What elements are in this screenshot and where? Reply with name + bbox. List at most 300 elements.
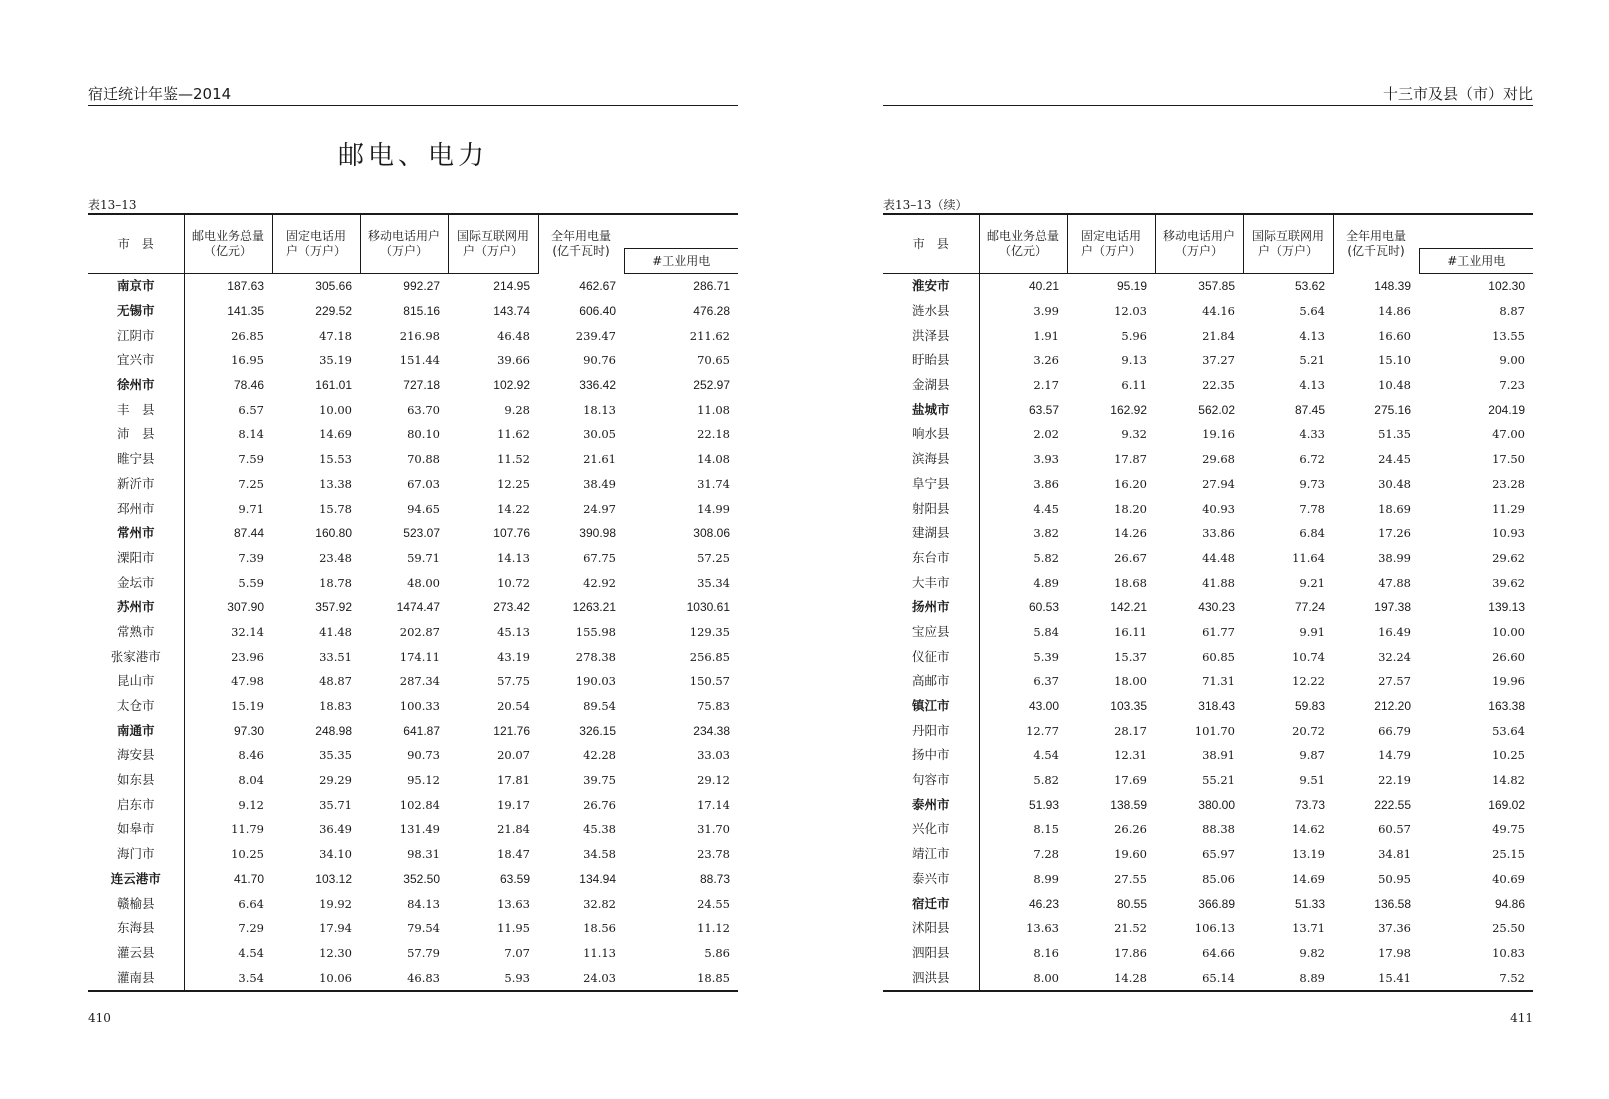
value-cell: 57.25 (697, 550, 730, 565)
value-cell: 5.59 (238, 575, 264, 590)
value-cell: 27.94 (1202, 476, 1235, 491)
value-cell: 84.13 (407, 896, 440, 911)
table-row (88, 792, 738, 817)
table-row (883, 546, 1533, 571)
value-cell: 28.17 (1114, 723, 1147, 738)
value-cell: 15.53 (319, 452, 352, 467)
value-cell: 11.13 (583, 945, 616, 960)
value-cell: 25.15 (1492, 847, 1525, 862)
table-row (88, 842, 738, 867)
value-cell: 10.25 (231, 847, 264, 862)
value-cell: 26.67 (1114, 550, 1147, 565)
value-cell: 17.98 (1378, 945, 1411, 960)
table-row (88, 422, 738, 447)
region-name: 南京市 (88, 274, 184, 299)
value-cell: 51.35 (1378, 427, 1411, 442)
value-cell: 9.12 (238, 797, 264, 812)
value-cell: 234.38 (693, 723, 730, 738)
value-cell: 51.93 (1028, 797, 1059, 812)
value-cell: 14.86 (1378, 304, 1411, 319)
value-cell: 80.55 (1116, 896, 1147, 911)
value-cell: 10.00 (319, 402, 352, 417)
table-row (88, 595, 738, 620)
value-cell: 107.76 (493, 526, 530, 541)
value-cell: 18.47 (497, 847, 530, 862)
value-cell: 139.13 (1488, 600, 1525, 615)
value-cell: 3.93 (1033, 452, 1059, 467)
header-industrial: #工业用电 (624, 249, 738, 274)
value-cell: 136.58 (1374, 896, 1411, 911)
value-cell: 80.10 (407, 427, 440, 442)
value-cell: 60.85 (1202, 649, 1235, 664)
value-cell: 174.11 (399, 649, 440, 664)
region-name: 丹阳市 (883, 718, 979, 743)
header-region: 市 县 (88, 214, 184, 274)
value-cell: 9.28 (504, 402, 530, 417)
table-row (883, 718, 1533, 743)
value-cell: 70.65 (697, 353, 730, 368)
value-cell: 326.15 (579, 723, 616, 738)
region-name: 太仓市 (88, 694, 184, 719)
value-cell: 47.98 (231, 674, 264, 689)
header-mobile: 移动电话用户 （万户） (1155, 214, 1243, 274)
value-cell: 169.02 (1488, 797, 1525, 812)
value-cell: 49.75 (1492, 822, 1525, 837)
table-row (88, 669, 738, 694)
value-cell: 13.63 (497, 896, 530, 911)
value-cell: 3.86 (1033, 476, 1059, 491)
table-row (883, 570, 1533, 595)
value-cell: 23.96 (231, 649, 264, 664)
table-row (88, 521, 738, 546)
value-cell: 95.12 (407, 773, 440, 788)
value-cell: 14.13 (497, 550, 530, 565)
region-name: 东海县 (88, 916, 184, 941)
region-name: 宝应县 (883, 620, 979, 645)
value-cell: 12.77 (1026, 723, 1059, 738)
value-cell: 523.07 (403, 526, 440, 541)
value-cell: 143.74 (493, 304, 530, 319)
value-cell: 8.16 (1033, 945, 1059, 960)
value-cell: 63.70 (407, 402, 440, 417)
value-cell: 134.94 (579, 871, 616, 886)
region-name: 高邮市 (883, 669, 979, 694)
value-cell: 357.92 (315, 600, 352, 615)
region-name: 新沂市 (88, 472, 184, 497)
value-cell: 60.53 (1028, 600, 1059, 615)
value-cell: 4.54 (238, 945, 264, 960)
value-cell: 18.69 (1378, 501, 1411, 516)
region-name: 沭阳县 (883, 916, 979, 941)
region-name: 宜兴市 (88, 348, 184, 373)
value-cell: 17.14 (697, 797, 730, 812)
value-cell: 18.00 (1114, 674, 1147, 689)
value-cell: 8.99 (1033, 871, 1059, 886)
running-head: 十三市及县（市）对比 (883, 85, 1533, 106)
value-cell: 18.83 (319, 699, 352, 714)
table-row (883, 348, 1533, 373)
value-cell: 641.87 (403, 723, 440, 738)
value-cell: 14.26 (1114, 526, 1147, 541)
value-cell: 40.21 (1028, 279, 1059, 294)
value-cell: 37.36 (1378, 921, 1411, 936)
table-row (883, 916, 1533, 941)
value-cell: 27.55 (1114, 871, 1147, 886)
table-row (88, 620, 738, 645)
table-row (88, 644, 738, 669)
value-cell: 4.54 (1033, 748, 1059, 763)
value-cell: 204.19 (1488, 402, 1525, 417)
region-name: 靖江市 (883, 842, 979, 867)
value-cell: 8.46 (238, 748, 264, 763)
value-cell: 9.73 (1299, 476, 1325, 491)
region-name: 大丰市 (883, 570, 979, 595)
value-cell: 10.25 (1492, 748, 1525, 763)
table-row (883, 595, 1533, 620)
value-cell: 24.45 (1378, 452, 1411, 467)
value-cell: 163.38 (1488, 699, 1525, 714)
value-cell: 41.48 (319, 624, 352, 639)
value-cell: 148.39 (1374, 279, 1411, 294)
value-cell: 155.98 (575, 624, 616, 639)
value-cell: 26.85 (231, 328, 264, 343)
region-name: 射阳县 (883, 496, 979, 521)
value-cell: 32.24 (1378, 649, 1411, 664)
value-cell: 100.33 (399, 699, 440, 714)
value-cell: 239.47 (575, 328, 616, 343)
value-cell: 3.99 (1033, 304, 1059, 319)
value-cell: 18.20 (1114, 501, 1147, 516)
value-cell: 11.64 (1292, 550, 1325, 565)
value-cell: 142.21 (1110, 600, 1147, 615)
region-name: 昆山市 (88, 669, 184, 694)
region-name: 泰州市 (883, 792, 979, 817)
value-cell: 8.00 (979, 965, 1067, 991)
value-cell: 10.93 (1492, 526, 1525, 541)
region-name: 连云港市 (88, 867, 184, 892)
region-name: 滨海县 (883, 447, 979, 472)
value-cell: 39.66 (497, 353, 530, 368)
value-cell: 19.17 (497, 797, 530, 812)
value-cell: 11.08 (697, 402, 730, 417)
value-cell: 12.25 (497, 476, 530, 491)
header-electricity-top (1419, 214, 1533, 249)
header-postal: 邮电业务总量 （亿元） (979, 214, 1067, 274)
value-cell: 4.13 (1299, 378, 1325, 393)
value-cell: 26.60 (1492, 649, 1525, 664)
value-cell: 138.59 (1110, 797, 1147, 812)
value-cell: 102.84 (399, 797, 440, 812)
value-cell: 16.95 (231, 353, 264, 368)
value-cell: 214.95 (493, 279, 530, 294)
value-cell: 70.88 (407, 452, 440, 467)
table-row (88, 397, 738, 422)
value-cell: 103.12 (315, 871, 352, 886)
region-name: 建湖县 (883, 521, 979, 546)
region-name: 如东县 (88, 768, 184, 793)
header-electricity: 全年用电量 (亿千瓦时) (1333, 214, 1419, 274)
region-name: 洪泽县 (883, 323, 979, 348)
value-cell: 63.57 (1028, 402, 1059, 417)
value-cell: 20.54 (497, 699, 530, 714)
table-row (883, 447, 1533, 472)
value-cell: 23.28 (1492, 476, 1525, 491)
value-cell: 50.95 (1378, 871, 1411, 886)
value-cell: 352.50 (403, 871, 440, 886)
table-row (88, 472, 738, 497)
value-cell: 9.87 (1299, 748, 1325, 763)
value-cell: 21.84 (497, 822, 530, 837)
data-table (88, 213, 738, 992)
table-row (883, 373, 1533, 398)
table-row (88, 891, 738, 916)
value-cell: 57.75 (497, 674, 530, 689)
value-cell: 160.80 (315, 526, 352, 541)
value-cell: 37.27 (1202, 353, 1235, 368)
value-cell: 305.66 (315, 279, 352, 294)
value-cell: 13.63 (1026, 921, 1059, 936)
value-cell: 34.58 (583, 847, 616, 862)
region-name: 溧阳市 (88, 546, 184, 571)
value-cell: 5.64 (1299, 304, 1325, 319)
table-row (883, 817, 1533, 842)
value-cell: 7.52 (1419, 965, 1533, 991)
value-cell: 47.18 (319, 328, 352, 343)
value-cell: 61.77 (1202, 624, 1235, 639)
value-cell: 19.96 (1492, 674, 1525, 689)
region-name: 盐城市 (883, 397, 979, 422)
value-cell: 13.19 (1292, 847, 1325, 862)
region-name: 无锡市 (88, 299, 184, 324)
value-cell: 48.87 (319, 674, 352, 689)
value-cell: 34.81 (1378, 847, 1411, 862)
value-cell: 44.16 (1202, 304, 1235, 319)
value-cell: 5.96 (1121, 328, 1147, 343)
region-name: 赣榆县 (88, 891, 184, 916)
region-name: 盱眙县 (883, 348, 979, 373)
value-cell: 41.88 (1202, 575, 1235, 590)
value-cell: 7.25 (238, 476, 264, 491)
value-cell: 8.04 (238, 773, 264, 788)
value-cell: 6.64 (238, 896, 264, 911)
value-cell: 273.42 (493, 600, 530, 615)
value-cell: 12.22 (1292, 674, 1325, 689)
value-cell: 562.02 (1198, 402, 1235, 417)
region-name: 东台市 (883, 546, 979, 571)
value-cell: 9.32 (1121, 427, 1147, 442)
value-cell: 1030.61 (686, 600, 730, 615)
value-cell: 85.06 (1202, 871, 1235, 886)
table-label: 表13–13（续） (883, 198, 968, 212)
value-cell: 318.43 (1198, 699, 1235, 714)
table-row (88, 768, 738, 793)
header-electricity: 全年用电量 (亿千瓦时) (538, 214, 624, 274)
value-cell: 197.38 (1374, 600, 1411, 615)
value-cell: 7.23 (1499, 378, 1525, 393)
data-table (883, 213, 1533, 992)
table-row (88, 867, 738, 892)
value-cell: 46.48 (497, 328, 530, 343)
value-cell: 45.13 (497, 624, 530, 639)
value-cell: 30.05 (583, 427, 616, 442)
value-cell: 65.14 (1155, 965, 1243, 991)
region-name: 苏州市 (88, 595, 184, 620)
value-cell: 46.23 (1028, 896, 1059, 911)
region-name: 常州市 (88, 521, 184, 546)
table-row (883, 644, 1533, 669)
value-cell: 6.37 (1033, 674, 1059, 689)
value-cell: 26.76 (583, 797, 616, 812)
value-cell: 5.21 (1299, 353, 1325, 368)
value-cell: 141.35 (227, 304, 264, 319)
table-row (88, 373, 738, 398)
value-cell: 727.18 (403, 378, 440, 393)
value-cell: 8.15 (1033, 822, 1059, 837)
value-cell: 90.73 (407, 748, 440, 763)
value-cell: 380.00 (1198, 797, 1235, 812)
table-row (88, 743, 738, 768)
region-name: 宿迁市 (883, 891, 979, 916)
value-cell: 31.70 (697, 822, 730, 837)
value-cell: 33.51 (319, 649, 352, 664)
value-cell: 6.57 (238, 402, 264, 417)
value-cell: 21.52 (1114, 921, 1147, 936)
value-cell: 40.93 (1202, 501, 1235, 516)
value-cell: 131.49 (399, 822, 440, 837)
value-cell: 32.82 (583, 896, 616, 911)
value-cell: 19.60 (1114, 847, 1147, 862)
value-cell: 102.92 (493, 378, 530, 393)
value-cell: 88.73 (699, 871, 730, 886)
value-cell: 21.61 (583, 452, 616, 467)
value-cell: 87.44 (233, 526, 264, 541)
header-fixed-phone: 固定电话用 户（万户） (272, 214, 360, 274)
table-body (883, 274, 1533, 991)
value-cell: 29.12 (697, 773, 730, 788)
value-cell: 16.49 (1378, 624, 1411, 639)
value-cell: 278.38 (575, 649, 616, 664)
value-cell: 46.83 (360, 965, 448, 991)
value-cell: 5.82 (1033, 550, 1059, 565)
header-electricity-top (624, 214, 738, 249)
value-cell: 42.92 (583, 575, 616, 590)
value-cell: 11.95 (497, 921, 530, 936)
value-cell: 151.44 (399, 353, 440, 368)
header-internet: 国际互联网用 户（万户） (448, 214, 538, 274)
value-cell: 67.03 (407, 476, 440, 491)
value-cell: 308.06 (693, 526, 730, 541)
table-row (883, 941, 1533, 966)
value-cell: 9.71 (238, 501, 264, 516)
header-region: 市 县 (883, 214, 979, 274)
value-cell: 11.52 (497, 452, 530, 467)
value-cell: 211.62 (689, 328, 730, 343)
value-cell: 48.00 (407, 575, 440, 590)
page-number: 410 (88, 1011, 111, 1025)
value-cell: 22.35 (1202, 378, 1235, 393)
value-cell: 14.69 (319, 427, 352, 442)
value-cell: 95.19 (1116, 279, 1147, 294)
value-cell: 5.86 (704, 945, 730, 960)
value-cell: 57.79 (407, 945, 440, 960)
value-cell: 212.20 (1374, 699, 1411, 714)
table-row (88, 274, 738, 299)
value-cell: 59.71 (407, 550, 440, 565)
value-cell: 16.60 (1378, 328, 1411, 343)
value-cell: 79.54 (407, 921, 440, 936)
value-cell: 150.57 (689, 674, 730, 689)
value-cell: 14.62 (1292, 822, 1325, 837)
region-name: 睢宁县 (88, 447, 184, 472)
table-row (883, 842, 1533, 867)
value-cell: 87.45 (1294, 402, 1325, 417)
value-cell: 44.48 (1202, 550, 1235, 565)
table-row (883, 274, 1533, 299)
value-cell: 14.69 (1292, 871, 1325, 886)
value-cell: 12.30 (319, 945, 352, 960)
table-row (88, 570, 738, 595)
value-cell: 14.82 (1492, 773, 1525, 788)
value-cell: 18.56 (583, 921, 616, 936)
value-cell: 992.27 (403, 279, 440, 294)
value-cell: 42.28 (583, 748, 616, 763)
value-cell: 94.86 (1494, 896, 1525, 911)
region-name: 灌南县 (88, 965, 184, 991)
value-cell: 222.55 (1374, 797, 1411, 812)
value-cell: 5.84 (1033, 624, 1059, 639)
value-cell: 9.91 (1299, 624, 1325, 639)
value-cell: 7.78 (1299, 501, 1325, 516)
value-cell: 129.35 (689, 624, 730, 639)
value-cell: 15.19 (231, 699, 264, 714)
value-cell: 13.38 (319, 476, 352, 491)
region-name: 金坛市 (88, 570, 184, 595)
value-cell: 1.91 (1033, 328, 1059, 343)
value-cell: 187.63 (227, 279, 264, 294)
value-cell: 4.45 (1033, 501, 1059, 516)
value-cell: 24.55 (697, 896, 730, 911)
value-cell: 88.38 (1202, 822, 1235, 837)
value-cell: 5.82 (1033, 773, 1059, 788)
value-cell: 16.11 (1114, 624, 1147, 639)
value-cell: 287.34 (399, 674, 440, 689)
value-cell: 63.59 (499, 871, 530, 886)
value-cell: 430.23 (1198, 600, 1235, 615)
region-name: 灌云县 (88, 941, 184, 966)
value-cell: 190.03 (575, 674, 616, 689)
header-postal: 邮电业务总量 （亿元） (184, 214, 272, 274)
value-cell: 13.71 (1292, 921, 1325, 936)
table-row (883, 496, 1533, 521)
table-row (88, 496, 738, 521)
value-cell: 38.49 (583, 476, 616, 491)
value-cell: 14.08 (697, 452, 730, 467)
table-row (883, 521, 1533, 546)
region-name: 邳州市 (88, 496, 184, 521)
value-cell: 10.72 (497, 575, 530, 590)
value-cell: 5.93 (448, 965, 538, 991)
value-cell: 14.22 (497, 501, 530, 516)
value-cell: 101.70 (1194, 723, 1235, 738)
value-cell: 815.16 (403, 304, 440, 319)
value-cell: 2.17 (1033, 378, 1059, 393)
region-name: 泰兴市 (883, 867, 979, 892)
region-name: 淮安市 (883, 274, 979, 299)
value-cell: 7.28 (1033, 847, 1059, 862)
value-cell: 66.79 (1378, 723, 1411, 738)
value-cell: 94.65 (407, 501, 440, 516)
value-cell: 35.35 (319, 748, 352, 763)
